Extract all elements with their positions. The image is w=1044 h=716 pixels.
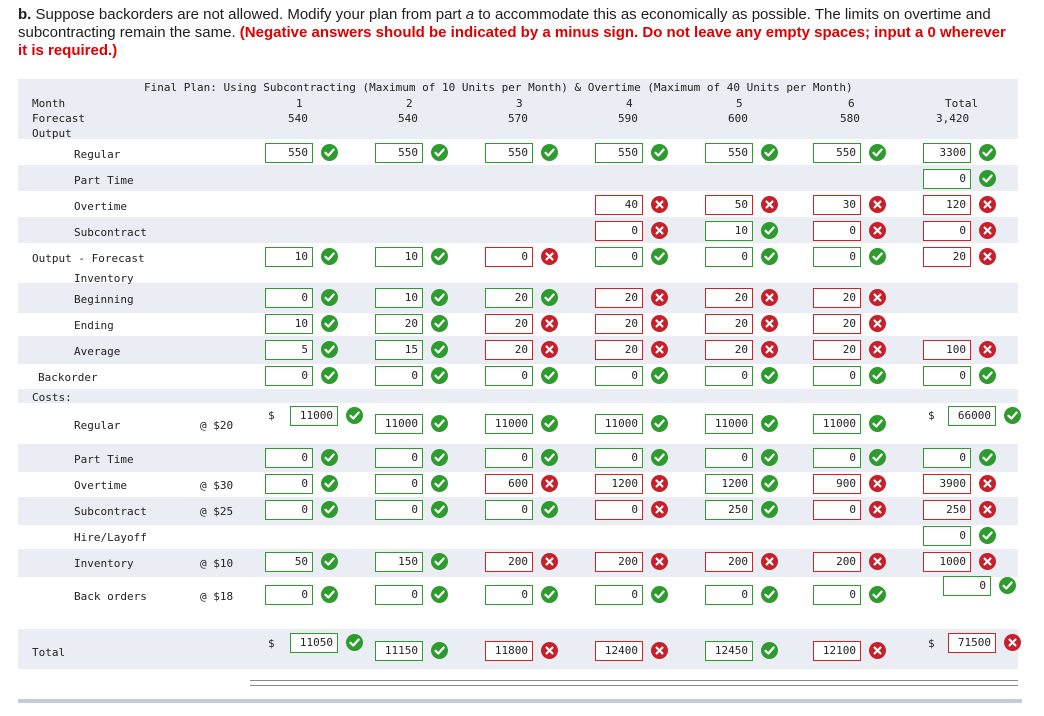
backorder-input-col-7[interactable]: 0 [923,366,971,386]
output-forecast-input-col-5[interactable]: 0 [705,247,753,267]
backorder-input-col-4[interactable]: 0 [595,366,643,386]
cost-inventory-label: Inventory [74,557,134,570]
inv-ending-input-col-4[interactable]: 20 [595,314,643,334]
dollar-sign-total-total: $ [928,637,935,650]
x-icon [761,196,778,213]
cost-back-orders-input-col-1[interactable]: 0 [265,585,313,605]
check-icon [541,449,558,466]
month-header-5: 5 [736,97,743,110]
x-icon [869,553,886,570]
check-icon [321,475,338,492]
cost-regular-input-col-4[interactable]: 11000 [595,414,643,434]
x-icon [651,553,668,570]
check-icon [321,248,338,265]
cost-part-time-input-col-6[interactable]: 0 [813,448,861,468]
overtime-label: Overtime [74,200,127,213]
question-italic: a [465,6,475,23]
cost-regular-input-col-5[interactable]: 11000 [705,414,753,434]
check-icon [541,586,558,603]
output-forecast-label: Output - Forecast [32,252,145,265]
backorder-input-col-3[interactable]: 0 [485,366,533,386]
inv-average-input-col-3[interactable]: 20 [485,340,533,360]
check-icon [431,289,448,306]
check-icon [869,449,886,466]
backorder-label: Backorder [38,371,98,384]
cost-inventory-input-col-3[interactable]: 200 [485,552,533,572]
cost-part-time-input-col-2[interactable]: 0 [375,448,423,468]
regular-input-col-5[interactable]: 550 [705,143,753,163]
check-icon [869,586,886,603]
beginning-label: Beginning [74,293,134,306]
regular-input-col-4[interactable]: 550 [595,143,643,163]
backorder-input-col-6[interactable]: 0 [813,366,861,386]
x-icon [979,222,996,239]
check-icon [431,642,448,659]
question-text-b: to accommodate this as economically as possible. The limits on overtime and subcontracting remain the same. [18,6,991,41]
cost-back-orders-input-col-3[interactable]: 0 [485,585,533,605]
check-icon [431,553,448,570]
subcontract-input-col-4[interactable]: 0 [595,221,643,241]
x-icon [869,501,886,518]
output-forecast-input-col-6[interactable]: 0 [813,247,861,267]
cost-inventory-input-col-5[interactable]: 200 [705,552,753,572]
cost-overtime-input-col-1[interactable]: 0 [265,474,313,494]
check-icon [869,415,886,432]
table-title: Final Plan: Using Subcontracting (Maximum of 10 Units per Month) & Overtime (Maximum of 40 Units per Month) [144,81,853,94]
row-band-part-time [18,165,1018,191]
cost-regular-input-col-1[interactable]: 11000 [290,406,338,426]
cost-total-input-col-6[interactable]: 12100 [813,641,861,661]
inv-ending-input-col-6[interactable]: 20 [813,314,861,334]
dollar-sign-total-1: $ [268,637,275,650]
x-icon [869,222,886,239]
cost-regular-input-col-3[interactable]: 11000 [485,414,533,434]
check-icon [999,577,1016,594]
check-icon [761,501,778,518]
check-icon [979,367,996,384]
cost-part-time-input-col-1[interactable]: 0 [265,448,313,468]
output-forecast-input-col-4[interactable]: 0 [595,247,643,267]
x-icon [979,475,996,492]
x-icon [979,196,996,213]
dollar-sign-regular-1: $ [268,409,275,422]
cost-regular-label: Regular [74,419,121,432]
x-icon [541,553,558,570]
inv-average-input-col-1[interactable]: 5 [265,340,313,360]
cost-overtime-input-col-2[interactable]: 0 [375,474,423,494]
subcontract-label: Subcontract [74,226,147,239]
check-icon [761,367,778,384]
month-header-3: 3 [516,97,523,110]
cost-total-input-col-1[interactable]: 11050 [290,633,338,653]
regular-label: Regular [74,148,121,161]
check-icon [431,144,448,161]
check-icon [321,341,338,358]
cost-inventory-input-col-1[interactable]: 50 [265,552,313,572]
cost-part-time-input-col-3[interactable]: 0 [485,448,533,468]
check-icon [979,170,996,187]
check-icon [979,449,996,466]
cost-subcontract-input-col-7[interactable]: 250 [923,500,971,520]
check-icon [979,527,996,544]
check-icon [761,475,778,492]
cost-back-orders-input-col-2[interactable]: 0 [375,585,423,605]
x-icon [651,196,668,213]
cost-overtime-input-col-3[interactable]: 600 [485,474,533,494]
regular-input-col-7[interactable]: 3300 [923,143,971,163]
total-label: Total [945,97,979,110]
backorder-input-col-5[interactable]: 0 [705,366,753,386]
cost-part-time-label: Part Time [74,453,134,466]
x-icon [651,501,668,518]
output-forecast-input-col-2[interactable]: 10 [375,247,423,267]
cost-subcontract-input-col-2[interactable]: 0 [375,500,423,520]
check-icon [651,144,668,161]
check-icon [321,289,338,306]
x-icon [651,315,668,332]
month-header-6: 6 [848,97,855,110]
check-icon [541,415,558,432]
check-icon [979,144,996,161]
x-icon [869,341,886,358]
cost-inventory-input-col-7[interactable]: 1000 [923,552,971,572]
cost-total-input-col-7[interactable]: 71500 [948,633,996,653]
divider-bottom [250,685,1018,686]
x-icon [651,289,668,306]
cost-part-time-input-col-5[interactable]: 0 [705,448,753,468]
check-icon [761,222,778,239]
cost-back-orders-input-col-7[interactable]: 0 [943,576,991,596]
output-forecast-input-col-3[interactable]: 0 [485,247,533,267]
rate-regular: @ $20 [200,419,234,432]
check-icon [541,367,558,384]
check-icon [651,586,668,603]
inv-ending-input-col-2[interactable]: 20 [375,314,423,334]
x-icon [979,553,996,570]
cost-subcontract-input-col-4[interactable]: 0 [595,500,643,520]
hire-layoff-label: Hire/Layoff [74,531,147,544]
check-icon [321,449,338,466]
part-time-total-input-col-7[interactable]: 0 [923,169,971,189]
inv-average-input-col-5[interactable]: 20 [705,340,753,360]
check-icon [321,501,338,518]
check-icon [869,367,886,384]
overtime-input-col-5[interactable]: 50 [705,195,753,215]
month-label: Month [32,97,66,110]
cost-part-time-input-col-7[interactable]: 0 [923,448,971,468]
check-icon [761,642,778,659]
x-icon [869,196,886,213]
check-icon [321,553,338,570]
x-icon [979,341,996,358]
check-icon [431,415,448,432]
cost-overtime-input-col-5[interactable]: 1200 [705,474,753,494]
regular-input-col-2[interactable]: 550 [375,143,423,163]
overtime-input-col-7[interactable]: 120 [923,195,971,215]
inv-average-input-col-7[interactable]: 100 [923,340,971,360]
x-icon [761,553,778,570]
forecast-month-5: 600 [728,112,748,125]
check-icon [321,144,338,161]
forecast-label: Forecast [32,112,85,125]
check-icon [431,248,448,265]
x-icon [869,642,886,659]
check-icon [651,367,668,384]
x-icon [541,642,558,659]
backorder-input-col-1[interactable]: 0 [265,366,313,386]
part-time-label: Part Time [74,174,134,187]
cost-total-input-col-5[interactable]: 12450 [705,641,753,661]
cost-subcontract-input-col-3[interactable]: 0 [485,500,533,520]
question-part: b. [18,6,32,23]
cost-subcontract-input-col-5[interactable]: 250 [705,500,753,520]
check-icon [651,415,668,432]
regular-input-col-3[interactable]: 550 [485,143,533,163]
x-icon [869,315,886,332]
costs-label: Costs: [32,391,72,404]
x-icon [979,501,996,518]
check-icon [761,586,778,603]
x-icon [1004,634,1021,651]
x-icon [761,341,778,358]
overtime-input-col-4[interactable]: 40 [595,195,643,215]
check-icon [321,586,338,603]
dollar-sign-regular-total: $ [928,409,935,422]
question-text-a: Suppose backorders are not allowed. Modify your plan from part [35,6,466,23]
inv-beginning-input-col-2[interactable]: 10 [375,288,423,308]
cost-inventory-input-col-4[interactable]: 200 [595,552,643,572]
x-icon [651,642,668,659]
forecast-month-4: 590 [618,112,638,125]
rate-back-orders: @ $18 [200,590,234,603]
forecast-month-6: 580 [840,112,860,125]
x-icon [541,248,558,265]
forecast-month-1: 540 [288,112,308,125]
cost-hire-layoff-total-input-col-7[interactable]: 0 [923,526,971,546]
inv-average-input-col-6[interactable]: 20 [813,340,861,360]
month-header-2: 2 [406,97,413,110]
cost-back-orders-input-col-5[interactable]: 0 [705,585,753,605]
x-icon [869,289,886,306]
check-icon [651,248,668,265]
output-forecast-input-col-7[interactable]: 20 [923,247,971,267]
check-icon [346,634,363,651]
inv-average-input-col-2[interactable]: 15 [375,340,423,360]
regular-input-col-1[interactable]: 550 [265,143,313,163]
average-label: Average [74,345,121,358]
check-icon [761,415,778,432]
cost-overtime-input-col-6[interactable]: 900 [813,474,861,494]
check-icon [431,315,448,332]
cost-overtime-input-col-4[interactable]: 1200 [595,474,643,494]
month-header-4: 4 [626,97,633,110]
cost-regular-input-col-6[interactable]: 11000 [813,414,861,434]
check-icon [321,315,338,332]
subcontract-input-col-7[interactable]: 0 [923,221,971,241]
cost-back-orders-input-col-4[interactable]: 0 [595,585,643,605]
inv-beginning-input-col-5[interactable]: 20 [705,288,753,308]
check-icon [761,248,778,265]
inv-beginning-input-col-3[interactable]: 20 [485,288,533,308]
inv-ending-input-col-3[interactable]: 20 [485,314,533,334]
month-header-1: 1 [296,97,303,110]
x-icon [761,315,778,332]
bottom-rule [18,699,1022,703]
overtime-input-col-6[interactable]: 30 [813,195,861,215]
check-icon [346,407,363,424]
backorder-input-col-2[interactable]: 0 [375,366,423,386]
inv-beginning-input-col-4[interactable]: 20 [595,288,643,308]
check-icon [1004,407,1021,424]
x-icon [541,475,558,492]
x-icon [541,341,558,358]
x-icon [541,315,558,332]
cost-total-input-col-4[interactable]: 12400 [595,641,643,661]
check-icon [431,449,448,466]
cost-overtime-label: Overtime [74,479,127,492]
check-icon [321,367,338,384]
check-icon [431,501,448,518]
cost-overtime-input-col-7[interactable]: 3900 [923,474,971,494]
rate-subcontract: @ $25 [200,505,234,518]
question-instructions: (Negative answers should be indicated by a minus sign. Do not leave any empty spaces; input a 0 wherever it is required.) [18,24,1006,59]
question-text [18,6,1018,60]
check-icon [761,144,778,161]
check-icon [431,367,448,384]
forecast-total: 3,420 [936,112,970,125]
regular-input-col-6[interactable]: 550 [813,143,861,163]
row-band-subcontract [18,217,1018,243]
check-icon [541,144,558,161]
ending-label: Ending [74,319,114,332]
subcontract-input-col-6[interactable]: 0 [813,221,861,241]
forecast-month-3: 570 [508,112,528,125]
row-band-costs [18,389,1018,403]
check-icon [541,501,558,518]
x-icon [761,289,778,306]
output-label: Output [32,127,72,140]
cost-inventory-input-col-6[interactable]: 200 [813,552,861,572]
inv-ending-input-col-5[interactable]: 20 [705,314,753,334]
inv-average-input-col-4[interactable]: 20 [595,340,643,360]
subcontract-input-col-5[interactable]: 10 [705,221,753,241]
check-icon [761,449,778,466]
forecast-month-2: 540 [398,112,418,125]
x-icon [651,475,668,492]
check-icon [869,144,886,161]
x-icon [869,475,886,492]
divider-top [250,680,1018,681]
rate-inventory: @ $10 [200,557,234,570]
inv-beginning-input-col-6[interactable]: 20 [813,288,861,308]
inventory-label: Inventory [74,272,134,285]
check-icon [431,475,448,492]
cost-inventory-input-col-2[interactable]: 150 [375,552,423,572]
cost-regular-input-col-2[interactable]: 11000 [375,414,423,434]
cost-subcontract-label: Subcontract [74,505,147,518]
cost-part-time-input-col-4[interactable]: 0 [595,448,643,468]
cost-regular-input-col-7[interactable]: 66000 [948,406,996,426]
cost-back-orders-input-col-6[interactable]: 0 [813,585,861,605]
inv-beginning-input-col-1[interactable]: 0 [265,288,313,308]
x-icon [651,222,668,239]
cost-total-input-col-3[interactable]: 11800 [485,641,533,661]
cost-subcontract-input-col-6[interactable]: 0 [813,500,861,520]
check-icon [651,449,668,466]
check-icon [431,341,448,358]
x-icon [651,341,668,358]
check-icon [431,586,448,603]
total-row-label: Total [32,646,66,659]
back-orders-label: Back orders [74,590,147,603]
check-icon [869,248,886,265]
cost-total-input-col-2[interactable]: 11150 [375,641,423,661]
output-forecast-input-col-1[interactable]: 10 [265,247,313,267]
rate-overtime: @ $30 [200,479,234,492]
inv-ending-input-col-1[interactable]: 10 [265,314,313,334]
cost-subcontract-input-col-1[interactable]: 0 [265,500,313,520]
check-icon [541,289,558,306]
x-icon [979,248,996,265]
